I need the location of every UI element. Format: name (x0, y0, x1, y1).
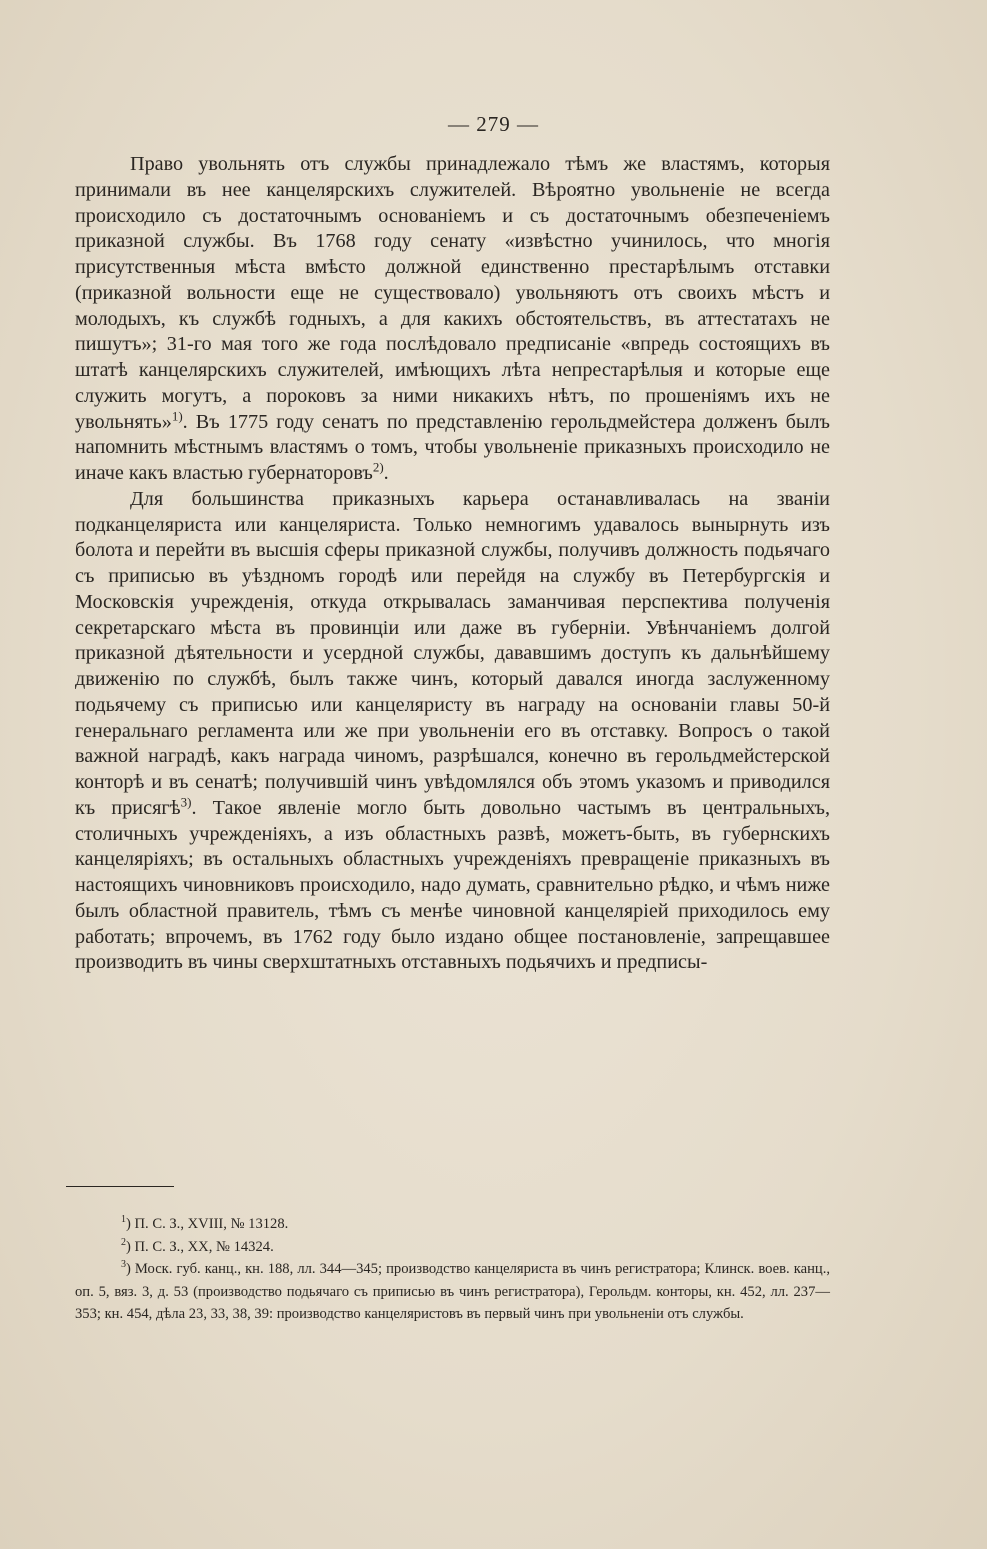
paragraph-1 (75, 152, 830, 487)
footnote-3-marker: 3 (121, 1259, 126, 1271)
footnote-1 (75, 1213, 830, 1236)
footnote-ref-3: 3) (180, 794, 192, 810)
footnote-3 (75, 1258, 830, 1326)
footnote-2-text: ) П. С. З., XX, № 14324. (126, 1238, 274, 1255)
footnote-1-text: ) П. С. З., XVIII, № 13128. (126, 1216, 289, 1232)
footnote-divider (66, 1186, 174, 1187)
main-text (75, 152, 830, 976)
paragraph-2-text-b: . Такое явленіе могло быть довольно частымъ въ центральныхъ, столичныхъ учрежденіяхъ, а изъ областныхъ развѣ, можетъ-быть, въ губернскихъ канцеляріяхъ; въ остальныхъ областныхъ учрежденіяхъ превращеніе приказныхъ въ настоящихъ чиновниковъ происходило, надо думать, сравнительно рѣдко, и чѣмъ ниже былъ областной правитель, тѣмъ съ менѣе чиновной канцеляріей приходилось ему работать; впрочемъ, въ 1762 году было издано общее постановленіе, запрещавшее производить въ чины сверхштатныхъ отставныхъ подьячихъ и предписы- (75, 796, 831, 974)
page-number: — 279 — (448, 112, 539, 136)
paragraph-2 (75, 487, 830, 976)
paragraph-1-text-c: . (383, 462, 389, 484)
footnote-2 (75, 1236, 830, 1259)
footnotes (75, 1213, 830, 1326)
footnote-1-marker: 1 (121, 1214, 126, 1226)
paragraph-1-text-a: Право увольнять отъ службы принадлежало тѣмъ же властямъ, которыя принимали въ нее канцелярскихъ служителей. Вѣроятно увольненіе не всегда происходило съ достаточнымъ основаніемъ и съ достаточнымъ обезпеченіемъ приказной службы. Въ 1768 году сенату «извѣстно учинилось, что многія присутственныя мѣста вмѣсто должной единственно престарѣлымъ отставки (приказной вольности еще не существовало) увольняютъ отъ своихъ мѣстъ и молодыхъ, къ службѣ годныхъ, а для какихъ обстоятельствъ, въ аттестатахъ не пишутъ»; 31-го мая того же года послѣдовало предписаніе «впредь состоящихъ въ штатѣ канцелярскихъ служителей, имѣющихъ лѣта непрестарѣлыя и которые еще служить могутъ, а пороковъ за ними никакихъ нѣтъ, по прошеніямъ ихъ не увольнять» (75, 153, 830, 433)
paragraph-2-text-a: Для большинства приказныхъ карьера останавливалась на званіи подканцеляриста или канцеляриста. Только немногимъ удавалось вынырнуть изъ болота и перейти въ высшія сферы приказной службы, получивъ должность подьячаго съ приписью въ уѣздномъ городѣ или перейдя на службу въ Петербургскія и Московскія учрежденія, откуда открывалась заманчивая перспектива полученія секретарскаго мѣста въ провинціи или даже въ губерніи. Увѣнчаніемъ долгой приказной дѣятельности и усердной службы, дававшимъ доступъ къ дальнѣйшему движенію по службѣ, былъ также чинъ, который давался иногда заслуженному подьячему съ приписью или канцеляристу въ награду на основаніи главы 50-й генеральнаго регламента или же при увольненіи его въ отставку. Вопросъ о такой важной наградѣ, какъ награда чиномъ, разрѣшался, конечно въ герольдмейстерской конторѣ и въ сенатѣ; получившій чинъ увѣдомлялся объ этомъ указомъ и приводился къ присягѣ (75, 487, 830, 819)
footnote-2-marker: 2 (121, 1236, 126, 1248)
footnote-3-text: ) Моск. губ. канц., кн. 188, лл. 344—345; производство канцеляриста въ чинъ регистратора; Клинск. воев. канц., оп. 5, вяз. 3, д. 53 (производство подьячаго съ приписью въ чинъ регистратора), Герольдм. конторы, кн. 452, лл. 237—353; кн. 454, дѣла 23, 33, 38, 39: производство канцеляристовъ въ первый чинъ при увольненіи отъ службы. (75, 1261, 830, 1322)
footnote-ref-2: 2) (372, 459, 384, 475)
paragraph-1-text-b: . Въ 1775 году сенатъ по представленію герольдмейстера долженъ былъ напомнить мѣстнымъ властямъ о томъ, чтобы увольненіе приказныхъ происходило не иначе какъ властью губернаторовъ (75, 410, 830, 484)
footnote-ref-1: 1) (171, 407, 183, 423)
